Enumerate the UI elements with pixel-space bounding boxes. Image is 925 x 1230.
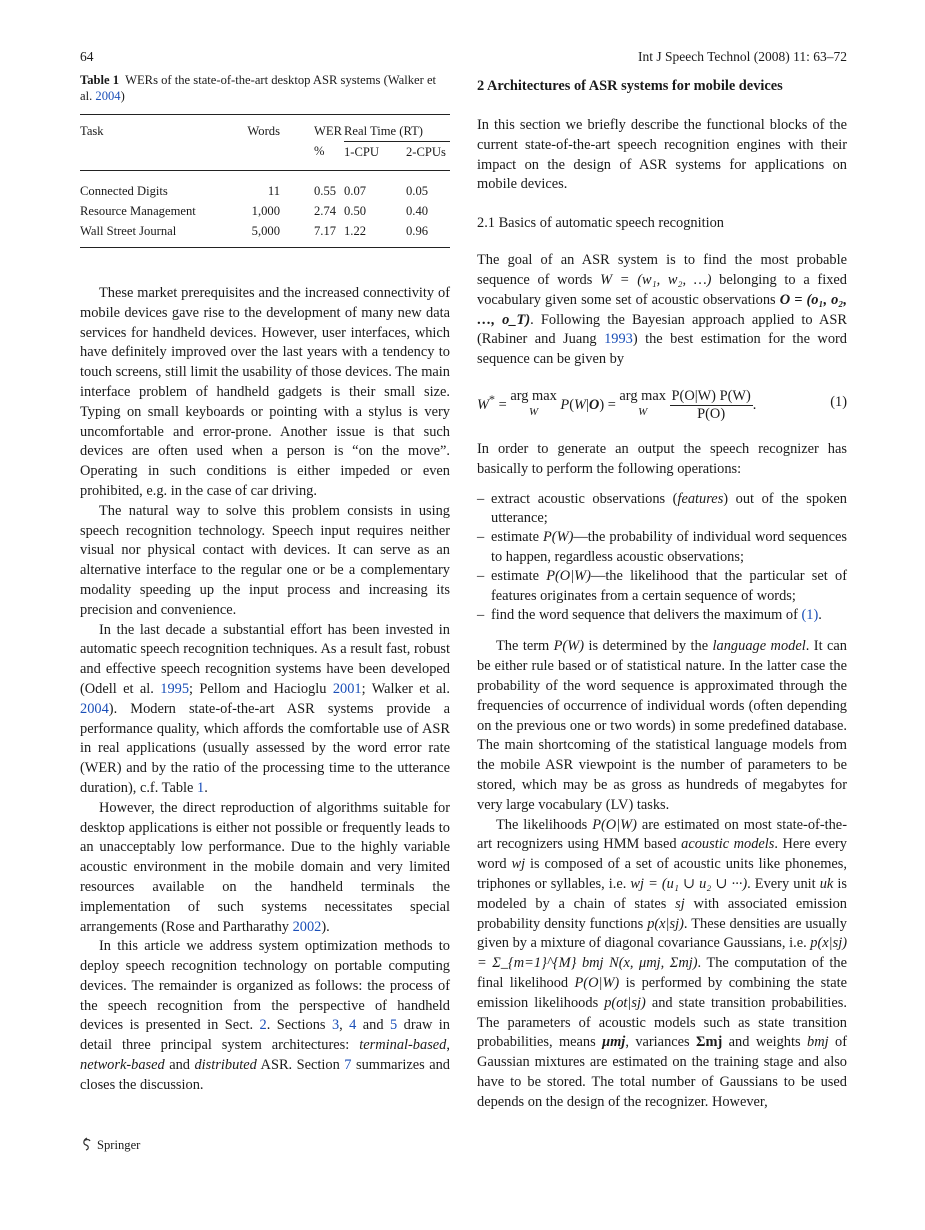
wer-table bbox=[80, 114, 450, 248]
footer bbox=[80, 1136, 140, 1154]
section-ref-link[interactable]: 3 bbox=[331, 1017, 340, 1034]
header-task: Task bbox=[80, 123, 104, 138]
springer-logo-icon bbox=[80, 1137, 94, 1156]
denominator: P(O) bbox=[697, 405, 726, 422]
list-item: – estimate P(O|W)—the likelihood that the particular set of features originates from a certain sequence of words; bbox=[477, 567, 847, 606]
publisher-name: Springer bbox=[97, 1138, 141, 1152]
paragraph: In this section we briefly describe the functional blocks of the current state-of-the-art speech recognition engines with their impact on the design of ASR systems for applications on mobile devices. bbox=[477, 117, 847, 193]
header-words: Words bbox=[247, 123, 280, 138]
numerator: P(O|W) P(W) bbox=[671, 387, 751, 404]
citation-link[interactable]: 2004 bbox=[80, 700, 109, 717]
page-number: 64 bbox=[80, 49, 94, 64]
table-header-row bbox=[80, 115, 450, 142]
section-heading: 2 Architectures of ASR systems for mobile devices bbox=[477, 78, 783, 94]
fraction bbox=[670, 388, 753, 423]
section-ref-link[interactable]: 7 bbox=[344, 1057, 352, 1074]
argmax: arg max W bbox=[619, 387, 666, 418]
header-wer-unit: % bbox=[288, 142, 344, 171]
paragraph: The natural way to solve this problem consists in using speech recognition technology. Speech input requires neither visual nor physical contact with devices. It can serve as an alternative interface to the regular one or be a complementary modality speeding up the input process and increasing its precision and convenience. bbox=[80, 502, 450, 618]
citation-link[interactable]: 1993 bbox=[604, 331, 633, 348]
table-caption: Table 1 WERs of the state-of-the-art desktop ASR systems (Walker et al. 2004) bbox=[80, 73, 437, 103]
citation-link[interactable]: 2004 bbox=[95, 89, 121, 103]
section-ref-link[interactable]: 4 bbox=[349, 1017, 357, 1034]
list-item: – find the word sequence that delivers the maximum of (1). bbox=[477, 606, 847, 625]
list-item: – extract acoustic observations (features) out of the spoken utterance; bbox=[477, 490, 847, 529]
table-row: Resource Management 1,000 2.74 0.50 0.40 bbox=[80, 203, 429, 218]
paragraph: In the last decade a substantial effort has been invested in automatic speech recognition techniques. As a result fast, robust and effective speech recognition systems have been developed (Odell et al. 1995; Pellom and Hacioglu 2001; Walker et al. 2004). Modern state-of-the-art ASR systems provide a performance quality, which affords the comfortable use of ASR in real applications (usually assessed by the word error rate (WER) and by the ratio of the processing time to the utterance duration), c.f. Table 1. bbox=[80, 621, 450, 796]
equation-1: W* = arg max W P(W|O) = arg max W $\frac{P(O|W) P(W)}{P(O)}$ . (1) bbox=[477, 387, 847, 422]
running-head bbox=[80, 48, 847, 66]
operations-list bbox=[477, 490, 847, 626]
left-body-text bbox=[80, 284, 450, 1096]
paragraph: The term P(W) is determined by the language model. It can be either rule based or of statistical nature. In the latter case the probability of the word sequence is approximated through the frequencies of occurrence of individual words (often depending on the previous one or two words) in some predefined database. The main shortcoming of the statistical language models from the mobile ASR viewpoint is the number of parameters to be stored, which may be as gross as hundreds of megabytes for very large vocabulary (LV) tasks. bbox=[477, 638, 847, 813]
citation-link[interactable]: 1995 bbox=[160, 680, 190, 697]
paragraph: The likelihoods P(O|W) are estimated on most state-of-the-art recognizers using HMM based acoustic models. Here every word wj is composed of a set of acoustic units like phonemes, triphones or syllables, i.e. wj = (u₁ ∪ u₂ ∪ ···). Every unit uk is modeled by a chain of states sj with associated emission probability density functions p(x|sj). These densities are usually given by a mixture of diagonal covariance Gaussians, i.e. p(x|sj) = Σ_{m=1}^{M} bmj N(x, μmj, Σmj). The computation of the final likelihood P(O|W) is performed by combining the state emission likelihoods p(ot|sj) and state transition probabilities. The parameters of acoustic models such as state transition probabilities, means μmj, variances Σmj and weights bmj of Gaussian mixtures are estimated on the training stage and also have to be stored. The total number of Gaussians to be used depends on the design of the recognizer. However, bbox=[477, 816, 848, 1110]
table-ref-link[interactable]: 1 bbox=[197, 779, 205, 796]
header-1cpu: 1-CPU bbox=[344, 142, 406, 171]
section-ref-link[interactable]: 2 bbox=[259, 1017, 267, 1034]
paragraph: These market prerequisites and the increased connectivity of mobile devices gave rise to the development of many new data services for handheld devices. However, user interfaces, which have definitely improved over the last years with a tendency to touch screens, still limit the usability of those devices. The main interface problem of handheld gadgets is their small size. Typing on small keyboards or pointing with a stylus is very uncomfortable and error-prone. Another issue is that such devices are often used when a person is “on the move”. Operating in such conditions is either impeded or even prohibited, e.g. in the case of car driving. bbox=[80, 285, 450, 499]
equation-ref-link[interactable]: (1) bbox=[801, 607, 819, 623]
header-real-time: Real Time (RT) bbox=[344, 115, 450, 142]
citation-link[interactable]: 2002 bbox=[292, 918, 322, 935]
argmax: arg max W bbox=[510, 387, 557, 418]
table-subheader-row bbox=[80, 142, 450, 171]
paragraph: In order to generate an output the speech recognizer has basically to perform the following operations: bbox=[477, 440, 847, 477]
right-column bbox=[477, 76, 847, 1113]
paragraph: The goal of an ASR system is to find the most probable sequence of words W = (w₁, w₂, …) belonging to a fixed vocabulary given some set of acoustic observations O = (o₁, o₂, …, o_T). Following the Bayesian approach applied to ASR (Rabiner and Juang 1993) the best estimation for the word sequence can be given by bbox=[477, 252, 847, 368]
header-wer: WER bbox=[314, 123, 342, 138]
list-item: – estimate P(W)—the probability of individual word sequences to happen, regardless acoustic observations; bbox=[477, 528, 847, 567]
table-row: Wall Street Journal 5,000 7.17 1.22 0.96 bbox=[80, 223, 429, 238]
paragraph: However, the direct reproduction of algorithms suitable for desktop applications is either not possible or frequently leads to an unacceptably low performance. Due to the highly variable acoustic environment in the mobile domain and very limited resources available on the handheld terminals the implementation of such systems necessitates special arrangements (Rose and Partharathy 2002). bbox=[80, 799, 450, 935]
paragraph: In this article we address system optimization methods to deploy speech recognition technology on portable computing devices. The remainder is organized as follows: the process of the speech recognition from the perspective of handheld devices is presented in Sect. 2. Sections 3, 4 and 5 draw in detail three principal system architectures: terminal-based, network-based and distributed ASR. Section 7 summarizes and closes the discussion. bbox=[80, 938, 450, 1093]
journal-citation: Int J Speech Technol (2008) 11: 63–72 bbox=[637, 49, 847, 64]
header-2cpus: 2-CPUs bbox=[406, 142, 450, 171]
table-label: Table 1 bbox=[80, 73, 120, 87]
table-row: Connected Digits 11 0.55 0.07 0.05 bbox=[80, 183, 429, 198]
citation-link[interactable]: 2001 bbox=[332, 680, 362, 697]
section-ref-link[interactable]: 5 bbox=[390, 1017, 398, 1034]
left-column bbox=[80, 72, 450, 1096]
subsection-heading: 2.1 Basics of automatic speech recognition bbox=[477, 215, 724, 232]
equation-number: (1) bbox=[830, 393, 847, 410]
